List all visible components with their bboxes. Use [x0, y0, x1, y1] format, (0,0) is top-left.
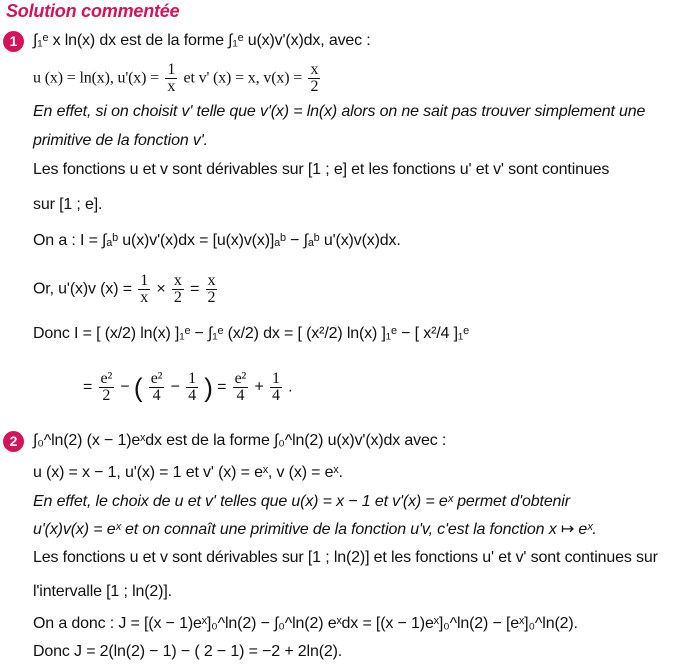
p2-line-3: En effet, le choix de u et v' telles que u(x) = x − 1 et v'(x) = eˣ permet d'obtenir [33, 493, 570, 510]
fraction-e2-over-4 [149, 371, 165, 404]
paren-close: ) [204, 372, 213, 403]
equals-sign: = [190, 280, 200, 298]
p1-line-8 [33, 273, 219, 306]
fraction-x-over-2 [308, 62, 320, 95]
frac-num: 1 [272, 370, 280, 387]
p1-line-6: sur [1 ; e]. [33, 196, 103, 213]
p1-line-1: ∫₁ᵉ x ln(x) dx est de la forme ∫₁ᵉ u(x)v'(x)dx, avec : [33, 32, 371, 49]
p1-line-10: = $\frac{\text{e²}}{2}$ − ( $\frac{\text{e²}}{4}$ − $\frac{1}{4}$ ) = $\frac{\text{e²}}{4}$ + $\frac{1}{4}$ . [83, 370, 293, 404]
frac-num: 1 [167, 61, 176, 78]
frac-den: 2 [207, 289, 216, 306]
fraction-1-over-x [165, 62, 177, 95]
equals-sign: = [83, 378, 93, 396]
frac-num: 1 [140, 272, 149, 289]
fraction-1-over-4 [270, 371, 282, 404]
p2-line-2: u (x) = x − 1, u'(x) = 1 et v' (x) = eˣ, v (x) = eˣ. [33, 464, 343, 481]
p2-line-6: l'intervalle [1 ; ln(2)]. [33, 583, 172, 600]
p1-def-u: u (x) = ln(x), u'(x) = [33, 69, 160, 87]
frac-den: 4 [233, 387, 249, 404]
frac-num: x [207, 272, 216, 289]
p2-line-7: On a donc : J = [(x − 1)eˣ]₀^ln(2) − ∫₀^ln(2) eˣdx = [(x − 1)eˣ]₀^ln(2) − [eˣ]₀^ln(2). [33, 615, 578, 632]
p1-line-5: Les fonctions u et v sont dérivables sur [1 ; e] et les fonctions u' et v' sont continues [33, 161, 610, 178]
fraction-1-over-x [138, 273, 150, 306]
minus-sign: − [170, 378, 180, 396]
fraction-e2-over-4 [233, 371, 249, 404]
frac-num: e² [234, 370, 247, 387]
p1-def-v: et v' (x) = x, v(x) = [183, 69, 303, 87]
p2-line-1: ∫₀^ln(2) (x − 1)eˣdx est de la forme ∫₀^ln(2) u(x)v'(x)dx avec : [33, 432, 447, 449]
fraction-e2-over-2 [99, 371, 115, 404]
paren-open: ( [133, 372, 143, 403]
frac-num: e² [150, 370, 163, 387]
p1-line-4: primitive de la fonction v'. [33, 132, 208, 149]
p2-line-4: u'(x)v(x) = eˣ et on connaît une primitive de la fonction u'v, c'est la fonction x ↦ eˣ. [33, 521, 597, 538]
minus-sign: − [120, 378, 130, 396]
frac-num: x [173, 272, 182, 289]
frac-den: x [140, 289, 149, 306]
frac-num: e² [100, 370, 113, 387]
p1-line-2 [33, 62, 322, 95]
p1-line-3: En effet, si on choisit v' telle que v'(x) = ln(x) alors on ne sait pas trouver simplement une [33, 103, 646, 120]
frac-num: 1 [188, 370, 196, 387]
p2-line-8: Donc J = 2(ln(2) − 1) − ( 2 − 1) = −2 + 2ln(2). [33, 643, 343, 660]
frac-den: 2 [99, 387, 115, 404]
frac-den: 2 [173, 289, 182, 306]
fraction-x-over-2 [206, 273, 218, 306]
step-2-badge: 2 [3, 431, 24, 452]
p2-line-5: Les fonctions u et v sont dérivables sur [1 ; ln(2)] et les fonctions u' et v' sont continues sur [33, 549, 658, 566]
frac-den: x [167, 78, 176, 95]
section-title: Solution commentée [6, 1, 180, 21]
frac-den: 2 [310, 78, 319, 95]
equals-sign: = [217, 378, 227, 396]
fraction-x-over-2 [172, 273, 184, 306]
frac-den: 4 [188, 387, 196, 404]
frac-den: 4 [272, 387, 280, 404]
p1-line-9: Donc I = [ (x/2) ln(x) ]₁ᵉ − ∫₁ᵉ (x/2) dx = [ (x²/2) ln(x) ]₁ᵉ − [ x²/4 ]₁ᵉ [33, 325, 469, 342]
plus-sign: + [254, 378, 264, 396]
step-1-badge: 1 [3, 31, 24, 52]
times-sign: × [156, 280, 166, 298]
p1-line-7: On a : I = ∫ₐᵇ u(x)v'(x)dx = [u(x)v(x)]ₐᵇ − ∫ₐᵇ u'(x)v(x)dx. [33, 232, 401, 249]
p1-or-text: Or, u'(x)v (x) = [33, 280, 132, 298]
frac-den: 4 [149, 387, 165, 404]
frac-num: x [310, 61, 319, 78]
fraction-1-over-4 [186, 371, 198, 404]
